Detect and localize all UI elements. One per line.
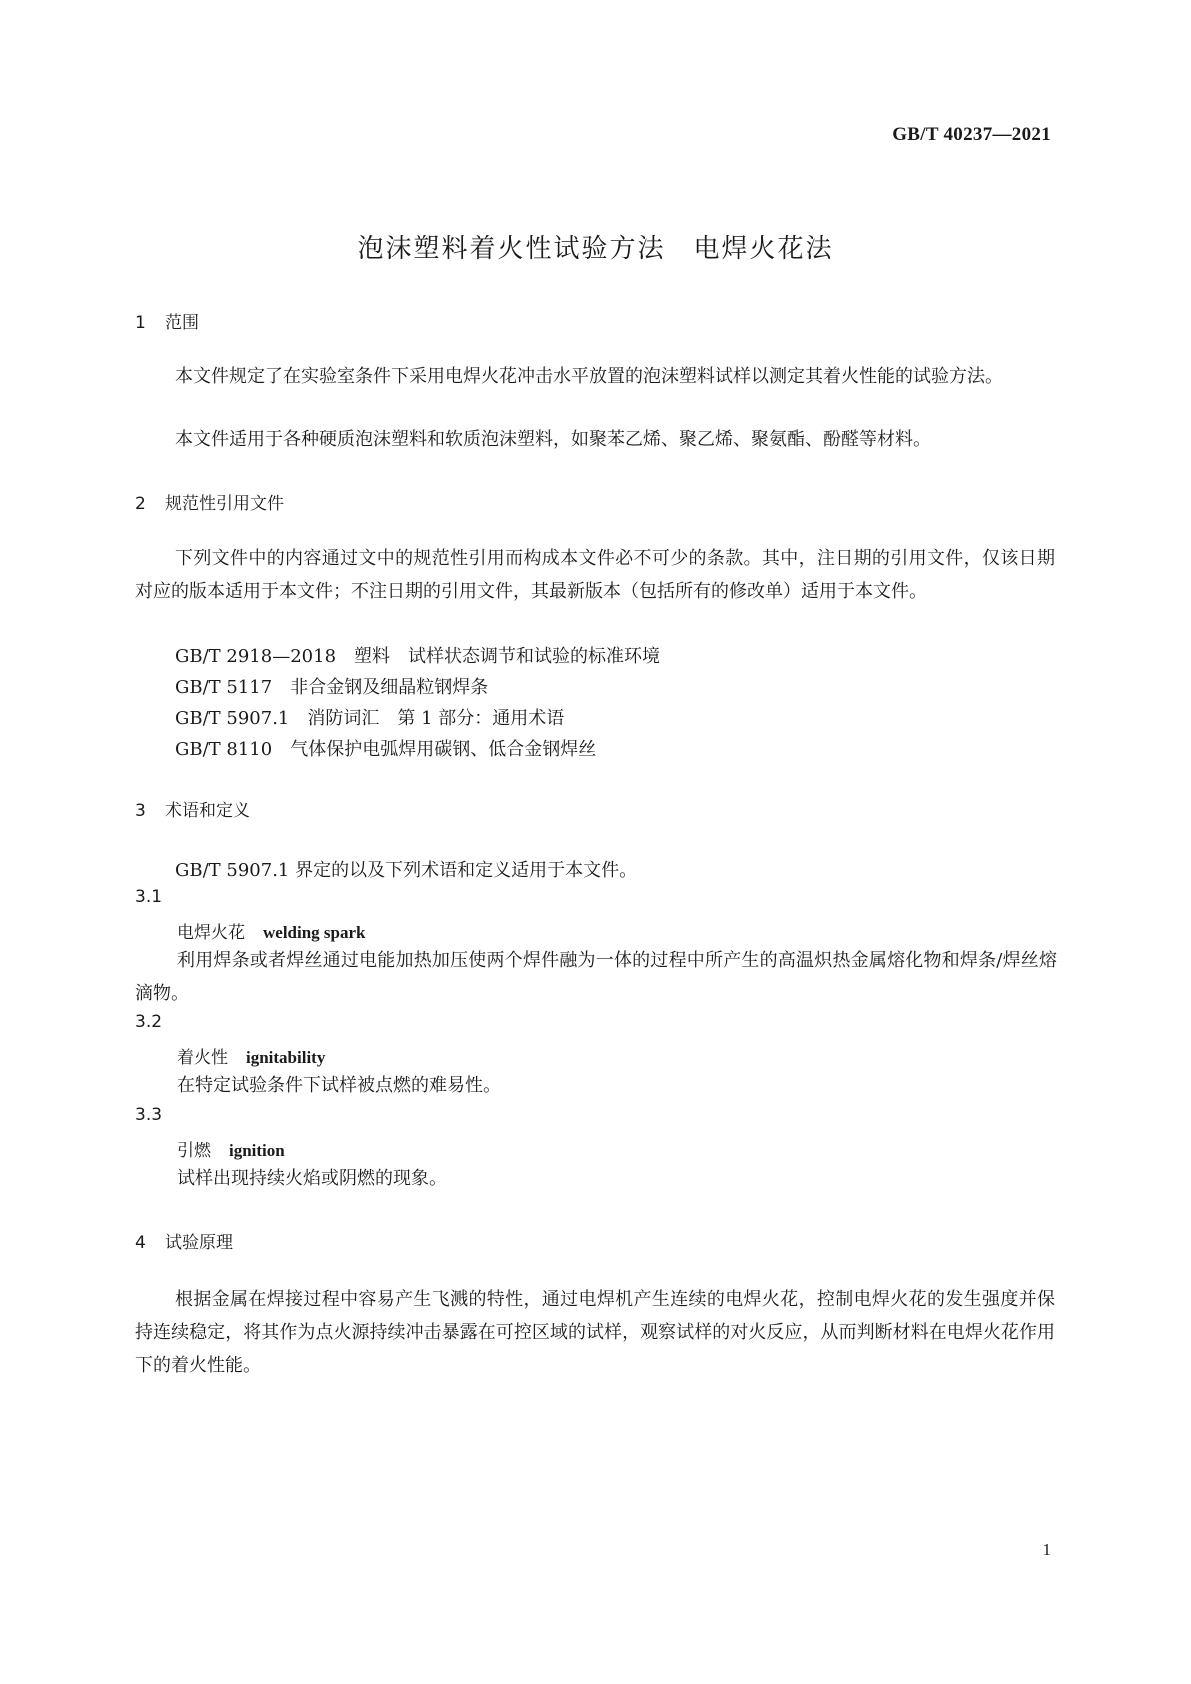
term-english: welding spark	[263, 923, 366, 942]
term-definition: 利用焊条或者焊丝通过电能加热加压使两个焊件融为一体的过程中所产生的高温炽热金属熔化物和焊条/焊丝熔滴物。	[135, 950, 1057, 1004]
term-definition: 在特定试验条件下试样被点燃的难易性。	[177, 1075, 501, 1096]
reference-item: GB/T 5117 非合金钢及细晶粒钢焊条	[175, 677, 489, 698]
section-heading-test-principle	[135, 1228, 233, 1253]
term-english: ignition	[229, 1141, 285, 1160]
terms-intro-paragraph: GB/T 5907.1 界定的以及下列术语和定义适用于本文件。	[175, 860, 638, 881]
document-title: 泡沫塑料着火性试验方法 电焊火花法	[357, 234, 834, 264]
term-chinese: 电焊火花	[177, 923, 245, 943]
term-chinese: 引燃	[177, 1141, 211, 1161]
references-intro-paragraph: 下列文件中的内容通过文中的规范性引用而构成本文件必不可少的条款。其中，注日期的引用文件，仅该日期对应的版本适用于本文件；不注日期的引用文件，其最新版本（包括所有的修改单）适用于本文件。	[135, 548, 1055, 602]
scope-paragraph-2: 本文件适用于各种硬质泡沫塑料和软质泡沫塑料，如聚苯乙烯、聚乙烯、聚氨酯、酚醛等材料。	[175, 429, 931, 450]
term-number: 3.2	[135, 1012, 163, 1032]
section-number: 4	[135, 1233, 146, 1253]
principle-paragraph: 根据金属在焊接过程中容易产生飞溅的特性，通过电焊机产生连续的电焊火花，控制电焊火花的发生强度并保持连续稳定，将其作为点火源持续冲击暴露在可控区域的试样，观察试样的对火反应，从而判断材料在电焊火花作用下的着火性能。	[135, 1289, 1055, 1376]
term-heading	[177, 1043, 325, 1068]
page-number: 1	[1042, 1540, 1051, 1559]
reference-item: GB/T 5907.1 消防词汇 第 1 部分：通用术语	[175, 708, 565, 729]
section-number: 1	[135, 313, 146, 333]
term-definition: 试样出现持续火焰或阴燃的现象。	[177, 1168, 447, 1189]
reference-item: GB/T 8110 气体保护电弧焊用碳钢、低合金钢焊丝	[175, 739, 597, 760]
section-heading-normative-references	[135, 489, 284, 514]
section-number: 2	[135, 494, 146, 514]
term-english: ignitability	[246, 1048, 326, 1067]
section-heading-terms	[135, 796, 250, 821]
section-title: 范围	[165, 313, 199, 333]
section-heading-scope	[135, 308, 199, 333]
section-title: 试验原理	[165, 1233, 233, 1253]
section-number: 3	[135, 801, 146, 821]
term-number: 3.3	[135, 1105, 163, 1125]
standard-code: GB/T 40237—2021	[892, 124, 1051, 145]
term-chinese: 着火性	[177, 1048, 228, 1068]
term-heading	[177, 1136, 285, 1161]
section-title: 规范性引用文件	[165, 494, 284, 514]
reference-item: GB/T 2918—2018 塑料 试样状态调节和试验的标准环境	[175, 646, 661, 667]
term-heading	[177, 918, 366, 943]
scope-paragraph-1: 本文件规定了在实验室条件下采用电焊火花冲击水平放置的泡沫塑料试样以测定其着火性能的试验方法。	[175, 366, 1003, 387]
section-title: 术语和定义	[165, 801, 250, 821]
term-number: 3.1	[135, 887, 163, 907]
